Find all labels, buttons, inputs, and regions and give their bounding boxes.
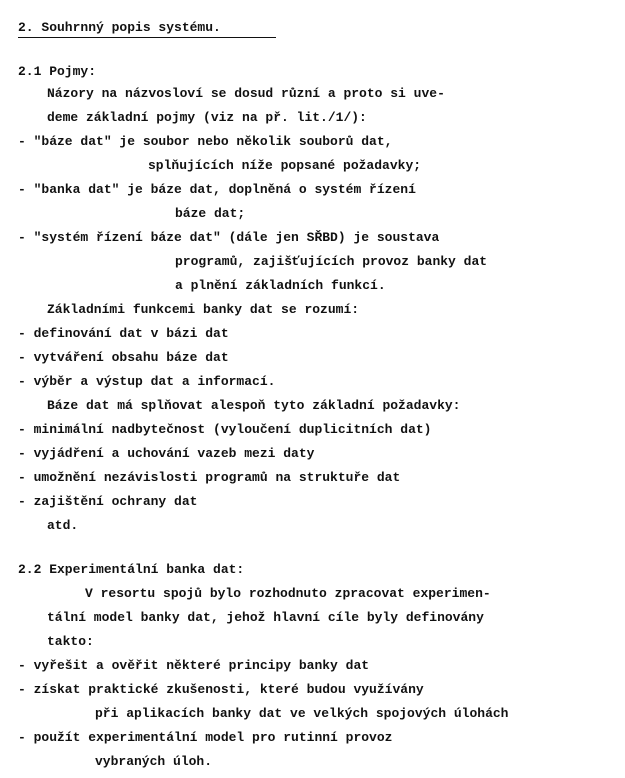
functions-title: Základními funkcemi banky dat se rozumí: — [47, 302, 360, 317]
function-item: - vytváření obsahu báze dat — [18, 350, 229, 365]
requirement-item: - minimální nadbytečnost (vyloučení duplicitních dat) — [18, 422, 432, 437]
goal-item: - použít experimentální model pro rutinní provoz — [18, 730, 393, 745]
definition-baze-dat: - "báze dat" je soubor nebo několik souborů dat, — [18, 134, 393, 149]
requirement-item: - zajištění ochrany dat — [18, 494, 198, 509]
section-2-intro-line-3: takto: — [47, 634, 94, 649]
section-1-title: 2.1 Pojmy: — [18, 64, 97, 79]
section-2-intro-line-1: V resortu spojů bylo rozhodnuto zpracovat experimen- — [85, 586, 491, 601]
goal-item: - získat praktické zkušenosti, které budou využívány — [18, 682, 424, 697]
definition-banka-dat-cont: báze dat; — [175, 206, 246, 221]
function-item: - výběr a výstup dat a informací. — [18, 374, 276, 389]
heading-underline — [18, 37, 276, 38]
goal-item-cont: při aplikacích banky dat ve velkých spojových úlohách — [95, 706, 509, 721]
function-item: - definování dat v bázi dat — [18, 326, 229, 341]
etc-text: atd. — [47, 518, 79, 533]
definition-srbd-cont-2: a plnění základních funkcí. — [175, 278, 386, 293]
goal-item-cont: vybraných úloh. — [95, 754, 213, 769]
requirement-item: - umožnění nezávislosti programů na struktuře dat — [18, 470, 401, 485]
goal-item: - vyřešit a ověřit některé principy banky dat — [18, 658, 370, 673]
requirements-title: Báze dat má splňovat alespoň tyto základní požadavky: — [47, 398, 461, 413]
section-1-intro-line-2: deme základní pojmy (viz na př. lit./1/): — [47, 110, 367, 125]
definition-srbd-cont-1: programů, zajišťujících provoz banky dat — [175, 254, 488, 269]
definition-banka-dat: - "banka dat" je báze dat, doplněná o systém řízení — [18, 182, 416, 197]
section-2-title: 2.2 Experimentální banka dat: — [18, 562, 245, 577]
section-1-intro-line-1: Názory na názvosloví se dosud různí a proto si uve- — [47, 86, 445, 101]
definition-srbd: - "systém řízení báze dat" (dále jen SŘBD) je soustava — [18, 230, 440, 245]
definition-baze-dat-cont: splňujících níže popsané požadavky; — [148, 158, 422, 173]
section-2-intro-line-2: tální model banky dat, jehož hlavní cíle byly definovány — [47, 610, 484, 625]
section-heading: 2. Souhrnný popis systému. — [18, 20, 221, 35]
requirement-item: - vyjádření a uchování vazeb mezi daty — [18, 446, 315, 461]
